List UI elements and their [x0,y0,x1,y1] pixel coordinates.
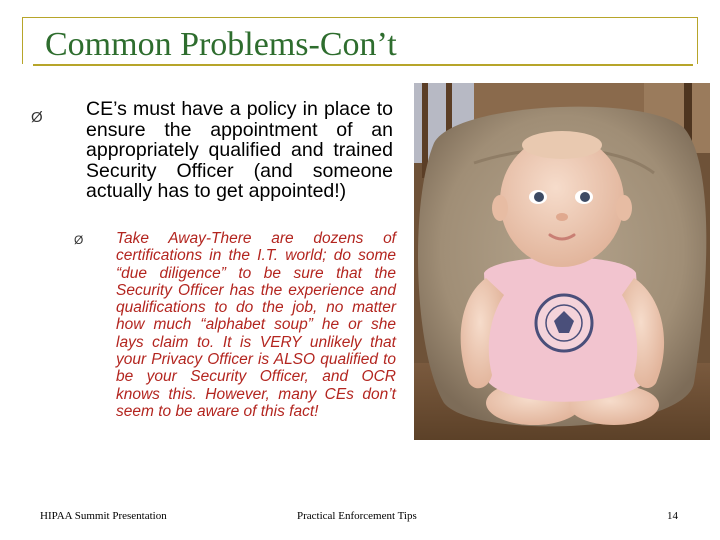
footer-section-name: Practical Enforcement Tips [297,510,417,522]
title-frame-top [22,17,698,18]
footer-page-number: 14 [667,510,678,522]
arrow-sub-bullet-icon: Ø [74,233,84,247]
slide-title: Common Problems-Con’t [45,26,397,63]
baby-photo [414,83,710,440]
title-frame-right [697,17,698,64]
bullet-policy-text: CE’s must have a policy in place to ensure the appointment of an appropriately qualified and trained Security Officer (and someone actually has to get appointed!) [86,98,393,202]
bullet-takeaway-text: Take Away-There are dozens of certifications in the I.T. world; do some “due diligence” to be sure that the Security Officer has the experience and qualifications to do the job, no matter how much “alphabet soup” he or she lays claim to. It is VERY unlikely that your Privacy Officer is ALSO qualified to be your Security Officer, and OCR knows this. However, many CEs don’t seem to be aware of this fact! [116,230,396,420]
title-underline [33,64,693,66]
title-frame-left [22,17,23,64]
arrow-bullet-icon: Ø [31,109,43,126]
footer-presentation-name: HIPAA Summit Presentation [40,510,167,522]
